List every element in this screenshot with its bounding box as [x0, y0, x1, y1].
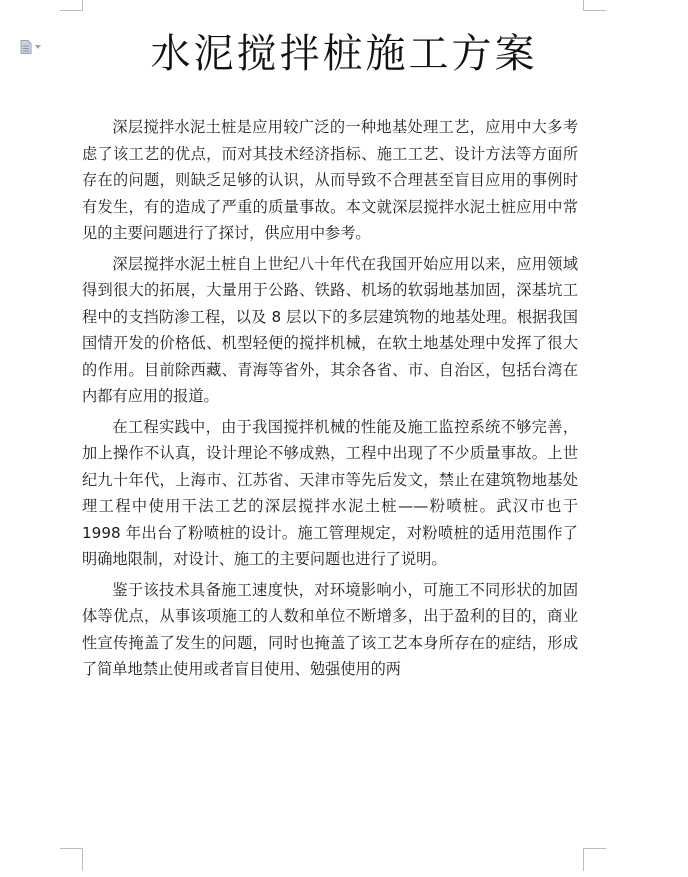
- paragraph: 在工程实践中，由于我国搅拌机械的性能及施工监控系统不够完善，加上操作不认真，设计理论不够成熟，工程中出现了不少质量事故。上世纪九十年代，上海市、江苏省、天津市等先后发文，禁止在建筑物地基处理工程中使用干法工艺的深层搅拌水泥土桩——粉喷桩。武汉市也于 1998 年出台了粉喷桩的设计。施工管理规定，对粉喷桩的适用范围作了明确地限制，对设计、施工的主要问题也进行了说明。: [82, 417, 578, 568]
- paragraph: 深层搅拌水泥土桩自上世纪八十年代在我国开始应用以来，应用领域得到很大的拓展，大量用于公路、铁路、机场的软弱地基加固，深基坑工程中的支挡防渗工程，以及 8 层以下的多层建筑物的地基处理。根据我国国情开发的价格低、机型轻便的搅拌机械，在软土地基处理中发挥了很大的作用。目前除西藏、青海等省外，其余各省、市、自治区，包括台湾在内都有应用的报道。: [82, 254, 578, 405]
- crop-mark-bottom-left: [60, 848, 83, 871]
- paragraph: 鉴于该技术具备施工速度快，对环境影响小，可施工不同形状的加固体等优点，从事该项施工的人数和单位不断增多，出于盈利的目的，商业性宣传掩盖了发生的问题，同时也掩盖了该工艺本身所存在的症结，形成了简单地禁止使用或者盲目使用、勉强使用的两: [82, 580, 578, 678]
- paragraph: 深层搅拌水泥土桩是应用较广泛的一种地基处理工艺，应用中大多考虑了该工艺的优点，而对其技术经济指标、施工工艺、设计方法等方面所存在的问题，则缺乏足够的认识，从而导致不合理甚至盲目应用的事例时有发生，有的造成了严重的质量事故。本文就深层搅拌水泥土桩应用中常见的主要问题进行了探讨，供应用中参考。: [82, 118, 578, 242]
- crop-mark-bottom-right: [583, 848, 606, 871]
- document-title: 水泥搅拌桩施工方案: [150, 31, 538, 77]
- crop-mark-top-right: [583, 0, 606, 11]
- crop-mark-top-left: [60, 0, 83, 11]
- document-body: [82, 114, 578, 687]
